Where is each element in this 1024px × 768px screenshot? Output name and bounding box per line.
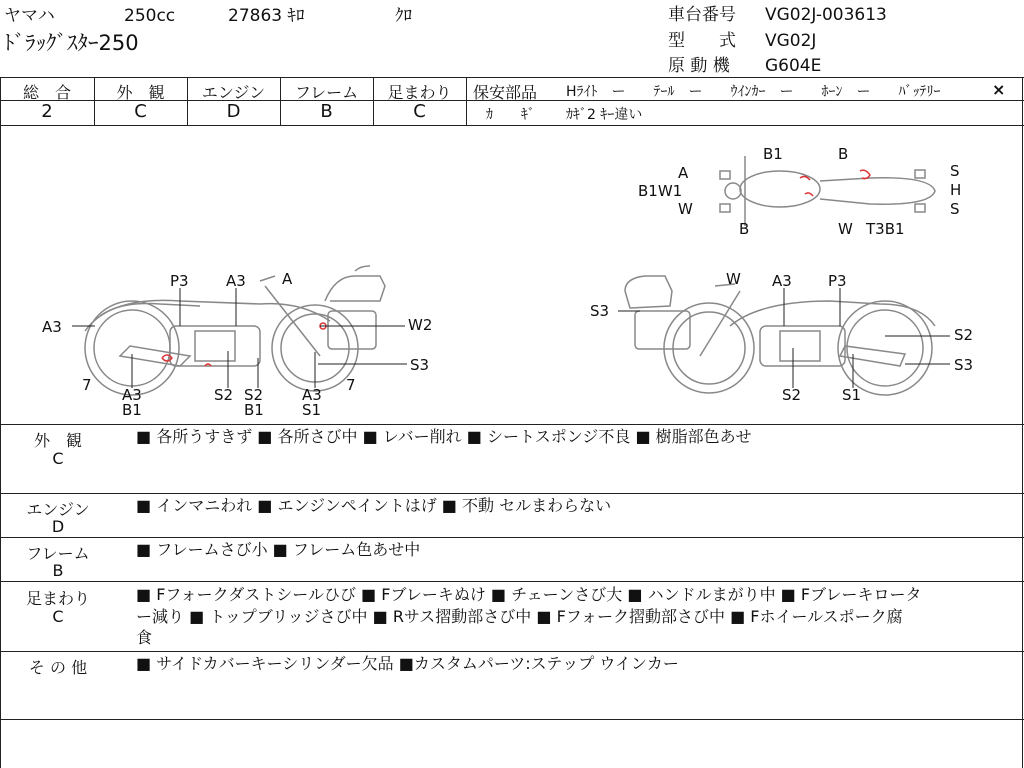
section-suspension-text-2: ー減り ■ トップブリッジさび中 ■ Rサス摺動部さび中 ■ Fフォーク摺動部さび中 ■ Fホイールスポーク腐 bbox=[136, 607, 903, 626]
divider bbox=[0, 77, 1024, 78]
right-label-s1-bottom: S1 bbox=[842, 386, 862, 404]
section-engine-text: ■ インマニわれ ■ エンジンペイントはげ ■ 不動 セルまわらない bbox=[136, 496, 612, 515]
frame-no-value: VG02J-003613 bbox=[765, 5, 887, 25]
top-label-h: H bbox=[950, 181, 962, 199]
grade-value-suspension: C bbox=[413, 101, 426, 122]
left-label-b1-b: B1 bbox=[244, 401, 264, 419]
type-label: 型 式 bbox=[668, 31, 736, 51]
section-frame-text: ■ フレームさび小 ■ フレーム色あせ中 bbox=[136, 540, 421, 559]
divider bbox=[0, 493, 1024, 494]
left-label-s1: S1 bbox=[302, 401, 322, 419]
grade-header-overall: 総 合 bbox=[22, 83, 71, 102]
type-value: VG02J bbox=[765, 31, 817, 51]
damage-diagram bbox=[0, 126, 1022, 424]
model-name: ﾄﾞﾗｯｸﾞｽﾀｰ250 bbox=[4, 31, 139, 55]
grade-value-exterior: C bbox=[134, 101, 147, 122]
safety-label: 保安部品 bbox=[473, 83, 538, 102]
safety-items: Hﾗｲﾄ ー ﾃｰﾙ ー ｳｲﾝｶｰ ー ﾎｰﾝ ー ﾊﾞｯﾃﾘｰ bbox=[566, 84, 941, 100]
divider bbox=[0, 424, 1024, 425]
top-label-b-bottom: B bbox=[739, 220, 750, 238]
left-label-7-right: 7 bbox=[346, 376, 356, 394]
key-value: ｶｷﾞ2 ｷｰ違い bbox=[566, 107, 643, 123]
section-other-text: ■ サイドカバーキーシリンダー欠品 ■カスタムパーツ:ステップ ウインカー bbox=[136, 654, 679, 673]
left-label-s2-b: S2 bbox=[244, 386, 264, 404]
section-engine-label: エンジン bbox=[26, 500, 90, 519]
maker-label: ヤマハ bbox=[4, 6, 55, 26]
top-label-s-top: S bbox=[950, 162, 960, 180]
grade-value-frame: B bbox=[320, 101, 333, 122]
section-exterior-label: 外 観 bbox=[33, 431, 82, 450]
section-frame-grade: B bbox=[52, 561, 64, 580]
left-label-a3-right: A3 bbox=[302, 386, 322, 404]
top-label-w: W bbox=[678, 200, 693, 218]
mileage-label: 27863 ｷﾛ bbox=[228, 6, 305, 26]
right-label-s2-right: S2 bbox=[954, 326, 974, 344]
divider bbox=[0, 651, 1024, 652]
section-exterior-grade: C bbox=[52, 449, 64, 468]
section-frame-label: フレーム bbox=[26, 544, 90, 563]
left-label-b1-bottom: B1 bbox=[122, 401, 142, 419]
top-label-t3b1: T3B1 bbox=[866, 220, 905, 238]
key-label: ｶ ｷﾞ bbox=[486, 107, 535, 123]
damage-marks bbox=[162, 170, 870, 366]
top-label-s-bottom: S bbox=[950, 200, 960, 218]
top-label-b1: B1 bbox=[763, 145, 783, 163]
left-label-w2: W2 bbox=[408, 316, 433, 334]
left-label-a: A bbox=[282, 270, 293, 288]
engine-label: 原 動 機 bbox=[668, 56, 730, 76]
section-other-label: そ の 他 bbox=[28, 658, 88, 677]
top-label-w-bottom: W bbox=[838, 220, 853, 238]
section-suspension-text-3: 食 bbox=[136, 628, 153, 647]
section-exterior-text: ■ 各所うすきず ■ 各所さび中 ■ レバー削れ ■ シートスポンジ不良 ■ 樹脂部色あせ bbox=[136, 427, 752, 446]
right-label-s3-left: S3 bbox=[590, 302, 610, 320]
right-label-w: W bbox=[726, 270, 741, 288]
battery-mark: × bbox=[992, 80, 1006, 99]
left-label-s2-a: S2 bbox=[214, 386, 234, 404]
section-suspension-text: ■ Fフォークダストシールひび ■ Fブレーキぬけ ■ チェーンさび大 ■ ハンドルまがり中 ■ Fブレーキロータ bbox=[136, 585, 922, 604]
right-label-s3-right: S3 bbox=[954, 356, 974, 374]
left-label-a3-bottom: A3 bbox=[122, 386, 142, 404]
grade-header-engine: エンジン bbox=[201, 83, 266, 102]
right-label-s2-bottom: S2 bbox=[782, 386, 802, 404]
left-label-s3: S3 bbox=[410, 356, 430, 374]
grade-value-engine: D bbox=[226, 101, 241, 122]
top-label-b1w1: B1W1 bbox=[638, 182, 683, 200]
top-label-b: B bbox=[838, 145, 849, 163]
grade-value-overall: 2 bbox=[41, 101, 53, 122]
left-label-7-left: 7 bbox=[82, 376, 92, 394]
divider bbox=[1022, 77, 1023, 768]
displacement-label: 250cc bbox=[124, 6, 176, 26]
grade-header-frame: フレーム bbox=[294, 83, 359, 102]
color-label: ｸﾛ bbox=[395, 6, 412, 26]
left-label-p3: P3 bbox=[170, 272, 189, 290]
section-suspension-grade: C bbox=[52, 607, 64, 626]
divider bbox=[0, 719, 1024, 720]
right-label-a3: A3 bbox=[772, 272, 792, 290]
left-label-a3-left: A3 bbox=[42, 318, 62, 336]
top-label-a: A bbox=[678, 164, 689, 182]
grade-header-suspension: 足まわり bbox=[387, 83, 452, 102]
bike-top-view-drawing bbox=[720, 156, 935, 226]
engine-value: G604E bbox=[765, 56, 822, 76]
section-engine-grade: D bbox=[51, 517, 65, 536]
grade-header-exterior: 外 観 bbox=[116, 83, 165, 102]
frame-no-label: 車台番号 bbox=[668, 5, 736, 25]
right-label-p3: P3 bbox=[828, 272, 847, 290]
divider bbox=[466, 77, 467, 125]
divider bbox=[0, 581, 1024, 582]
divider bbox=[0, 537, 1024, 538]
left-label-a3-top: A3 bbox=[226, 272, 246, 290]
section-suspension-label: 足まわり bbox=[25, 589, 90, 608]
